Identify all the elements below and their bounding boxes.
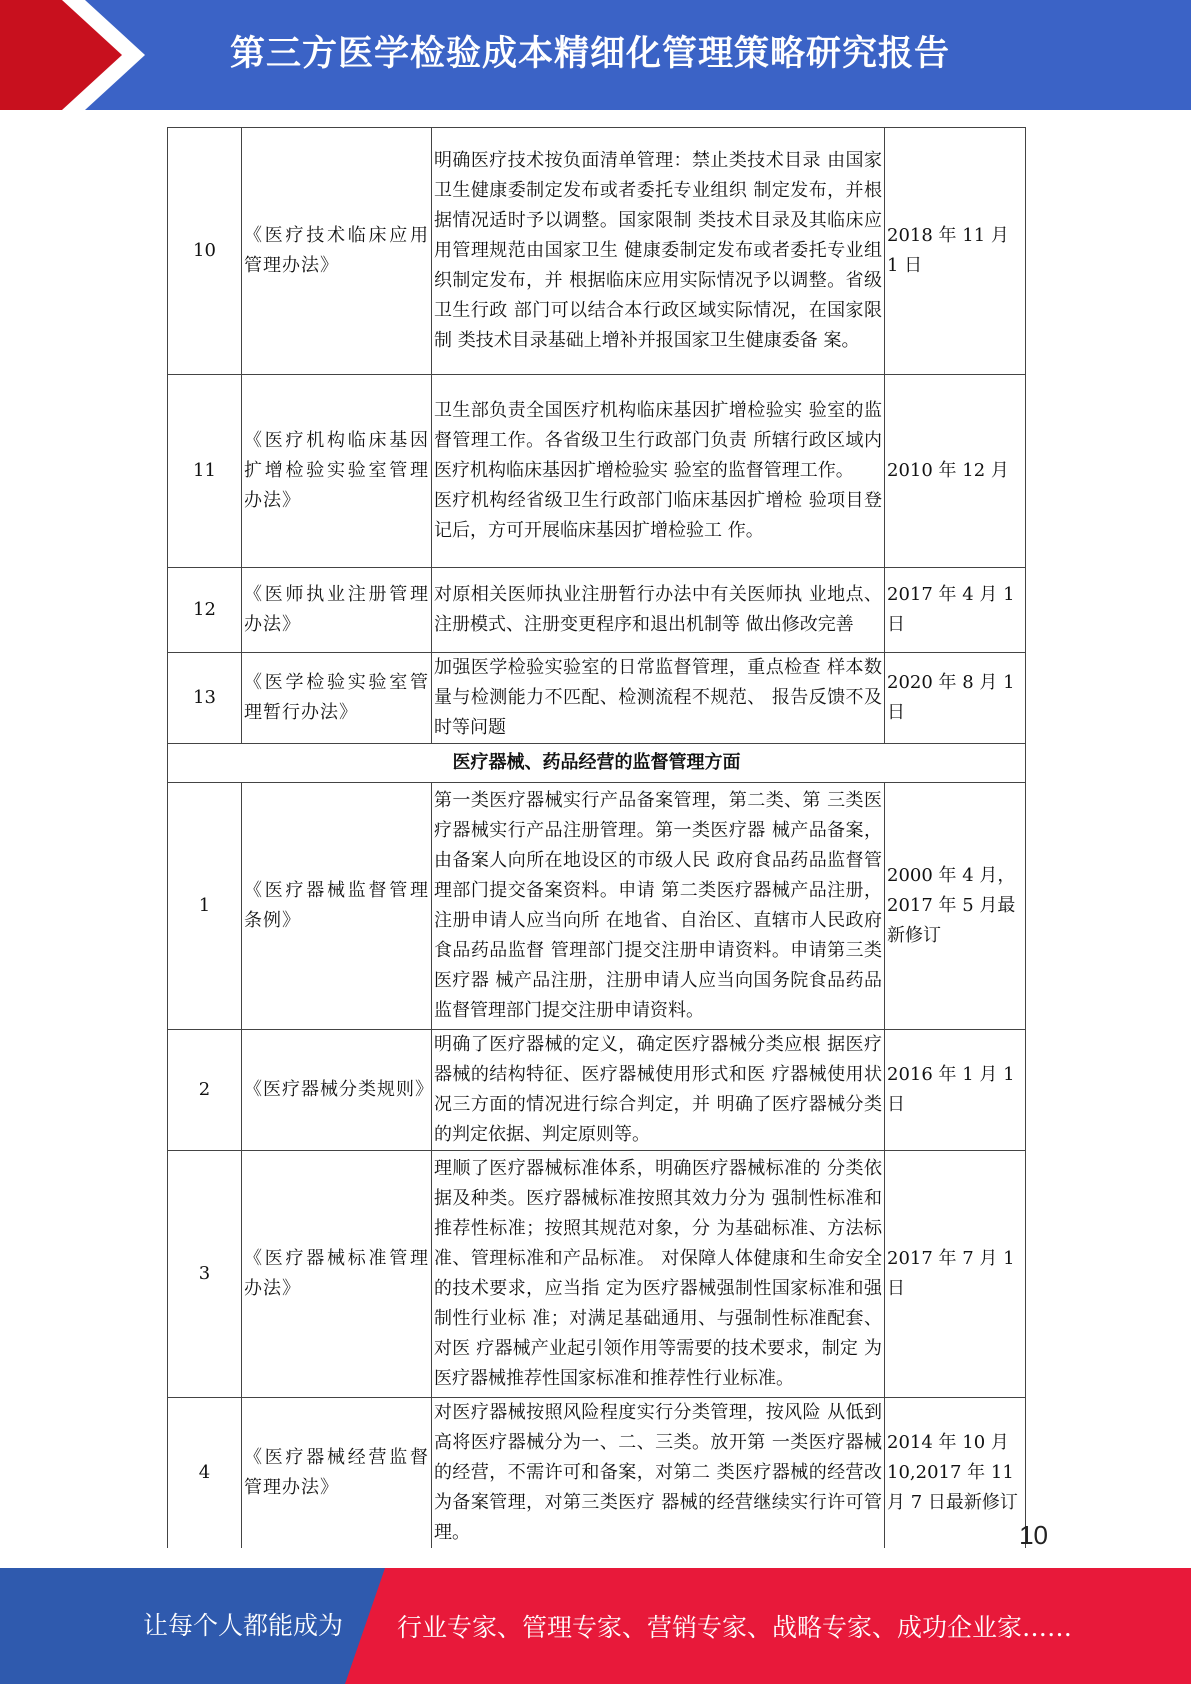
table-section [168,744,1026,783]
effective-date: 2018 年 11 月 1 日 [885,128,1026,375]
regulation-name: 《医师执业注册管理办法》 [242,568,432,653]
content-paragraph: 卫生部负责全国医疗机构临床基因扩增检验实 验室的监督管理工作。各省级卫生行政部门负责 所辖行政区域内医疗机构临床基因扩增检验实 验室的监督管理工作。 [434,400,882,481]
table-row [168,1398,1026,1549]
row-number: 2 [168,1030,242,1151]
page-header [0,0,1191,110]
table-body-top [168,128,1026,744]
table-body-bottom [168,783,1026,1549]
regulation-name: 《医疗技术临床应用管理办法》 [242,128,432,375]
content-paragraph: 对医疗器械按照风险程度实行分类管理，按风险 从低到高将医疗器械分为一、二、三类。放开第 一类医疗器械的经营，不需许可和备案，对第二 类医疗器械的经营改为备案管理，对第三类医疗 器械的经营继续实行许可管理。 [434,1402,882,1543]
table-row [168,375,1026,568]
row-number: 13 [168,653,242,744]
page-footer [0,1568,1191,1684]
report-title: 第三方医学检验成本精细化管理策略研究报告 [230,34,951,74]
row-number: 12 [168,568,242,653]
effective-date: 2017 年 7 月 1 日 [885,1151,1026,1398]
regulation-content [432,783,885,1030]
regulation-content [432,128,885,375]
effective-date: 2017 年 4 月 1 日 [885,568,1026,653]
table-row [168,1151,1026,1398]
regulation-name: 《医疗器械经营监督管理办法》 [242,1398,432,1549]
regulation-name: 《医疗器械标准管理办法》 [242,1151,432,1398]
content-paragraph: 明确了医疗器械的定义，确定医疗器械分类应根 据医疗器械的结构特征、医疗器械使用形式和医 疗器械使用状况三方面的情况进行综合判定，并 明确了医疗器械分类的判定依据、判定原则等。 [434,1034,882,1145]
regulation-content [432,1030,885,1151]
row-number: 3 [168,1151,242,1398]
content-paragraph: 理顺了医疗器械标准体系，明确医疗器械标准的 分类依据及种类。医疗器械标准按照其效力分为 强制性标准和推荐性标准；按照其规范对象，分 为基础标准、方法标准、管理标准和产品标准。 对保障人体健康和生命安全的技术要求，应当指 定为医疗器械强制性国家标准和强制性行业标 准；对满足基础通用、与强制性标准配套、对医 疗器械产业起引领作用等需要的技术要求，制定 为医疗器械推荐性国家标准和推荐性行业标准。 [434,1158,882,1389]
regulation-content [432,375,885,568]
regulation-content [432,1398,885,1549]
table-row [168,783,1026,1030]
table-row [168,1030,1026,1151]
content-paragraph: 第一类医疗器械实行产品备案管理，第二类、第 三类医疗器械实行产品注册管理。第一类医疗器 械产品备案，由备案人向所在地设区的市级人民 政府食品药品监督管理部门提交备案资料。申请 第二类医疗器械产品注册，注册申请人应当向所 在地省、自治区、直辖市人民政府食品药品监督 管理部门提交注册申请资料。申请第三类医疗器 械产品注册，注册申请人应当向国务院食品药品 监督管理部门提交注册申请资料。 [434,790,882,1021]
regulation-name: 《医疗器械分类规则》 [242,1030,432,1151]
regulation-content [432,1151,885,1398]
table-row [168,128,1026,375]
section-title: 医疗器械、药品经营的监督管理方面 [168,744,1026,783]
footer-slogan-left: 让每个人都能成为 [143,1611,344,1640]
effective-date: 2014 年 10 月 10,2017 年 11 月 7 日最新修订 [885,1398,1026,1549]
effective-date: 2010 年 12 月 [885,375,1026,568]
regulation-name: 《医学检验实验室管理暂行办法》 [242,653,432,744]
content-paragraph: 医疗机构经省级卫生行政部门临床基因扩增检 验项目登记后，方可开展临床基因扩增检验工 作。 [434,490,882,541]
content-paragraph: 对原相关医师执业注册暂行办法中有关医师执 业地点、注册模式、注册变更程序和退出机制等 做出修改完善 [434,584,882,635]
row-number: 4 [168,1398,242,1549]
row-number: 1 [168,783,242,1030]
effective-date: 2000 年 4 月，2017 年 5 月最新修订 [885,783,1026,1030]
header-chevron-graphic [0,0,160,110]
row-number: 11 [168,375,242,568]
row-number: 10 [168,128,242,375]
page-number: 10 [1019,1520,1048,1550]
regulation-name: 《医疗器械监督管理条例》 [242,783,432,1030]
regulation-content [432,653,885,744]
regulation-content [432,568,885,653]
content-paragraph: 加强医学检验实验室的日常监督管理，重点检查 样本数量与检测能力不匹配、检测流程不规范、 报告反馈不及时等问题 [434,657,882,738]
content-paragraph: 明确医疗技术按负面清单管理：禁止类技术目录 由国家卫生健康委制定发布或者委托专业组织 制定发布，并根据情况适时予以调整。国家限制 类技术目录及其临床应用管理规范由国家卫生 健康委制定发布或者委托专业组织制定发布，并 根据临床应用实际情况予以调整。省级卫生行政 部门可以结合本行政区域实际情况，在国家限制 类技术目录基础上增补并报国家卫生健康委备 案。 [434,150,882,351]
regulation-name: 《医疗机构临床基因扩增检验实验室管理办法》 [242,375,432,568]
effective-date: 2016 年 1 月 1 日 [885,1030,1026,1151]
regulation-table [167,127,1025,1548]
footer-slogan-right: 行业专家、管理专家、营销专家、战略专家、成功企业家…… [397,1613,1073,1642]
table-row [168,568,1026,653]
table-row [168,653,1026,744]
effective-date: 2020 年 8 月 1 日 [885,653,1026,744]
